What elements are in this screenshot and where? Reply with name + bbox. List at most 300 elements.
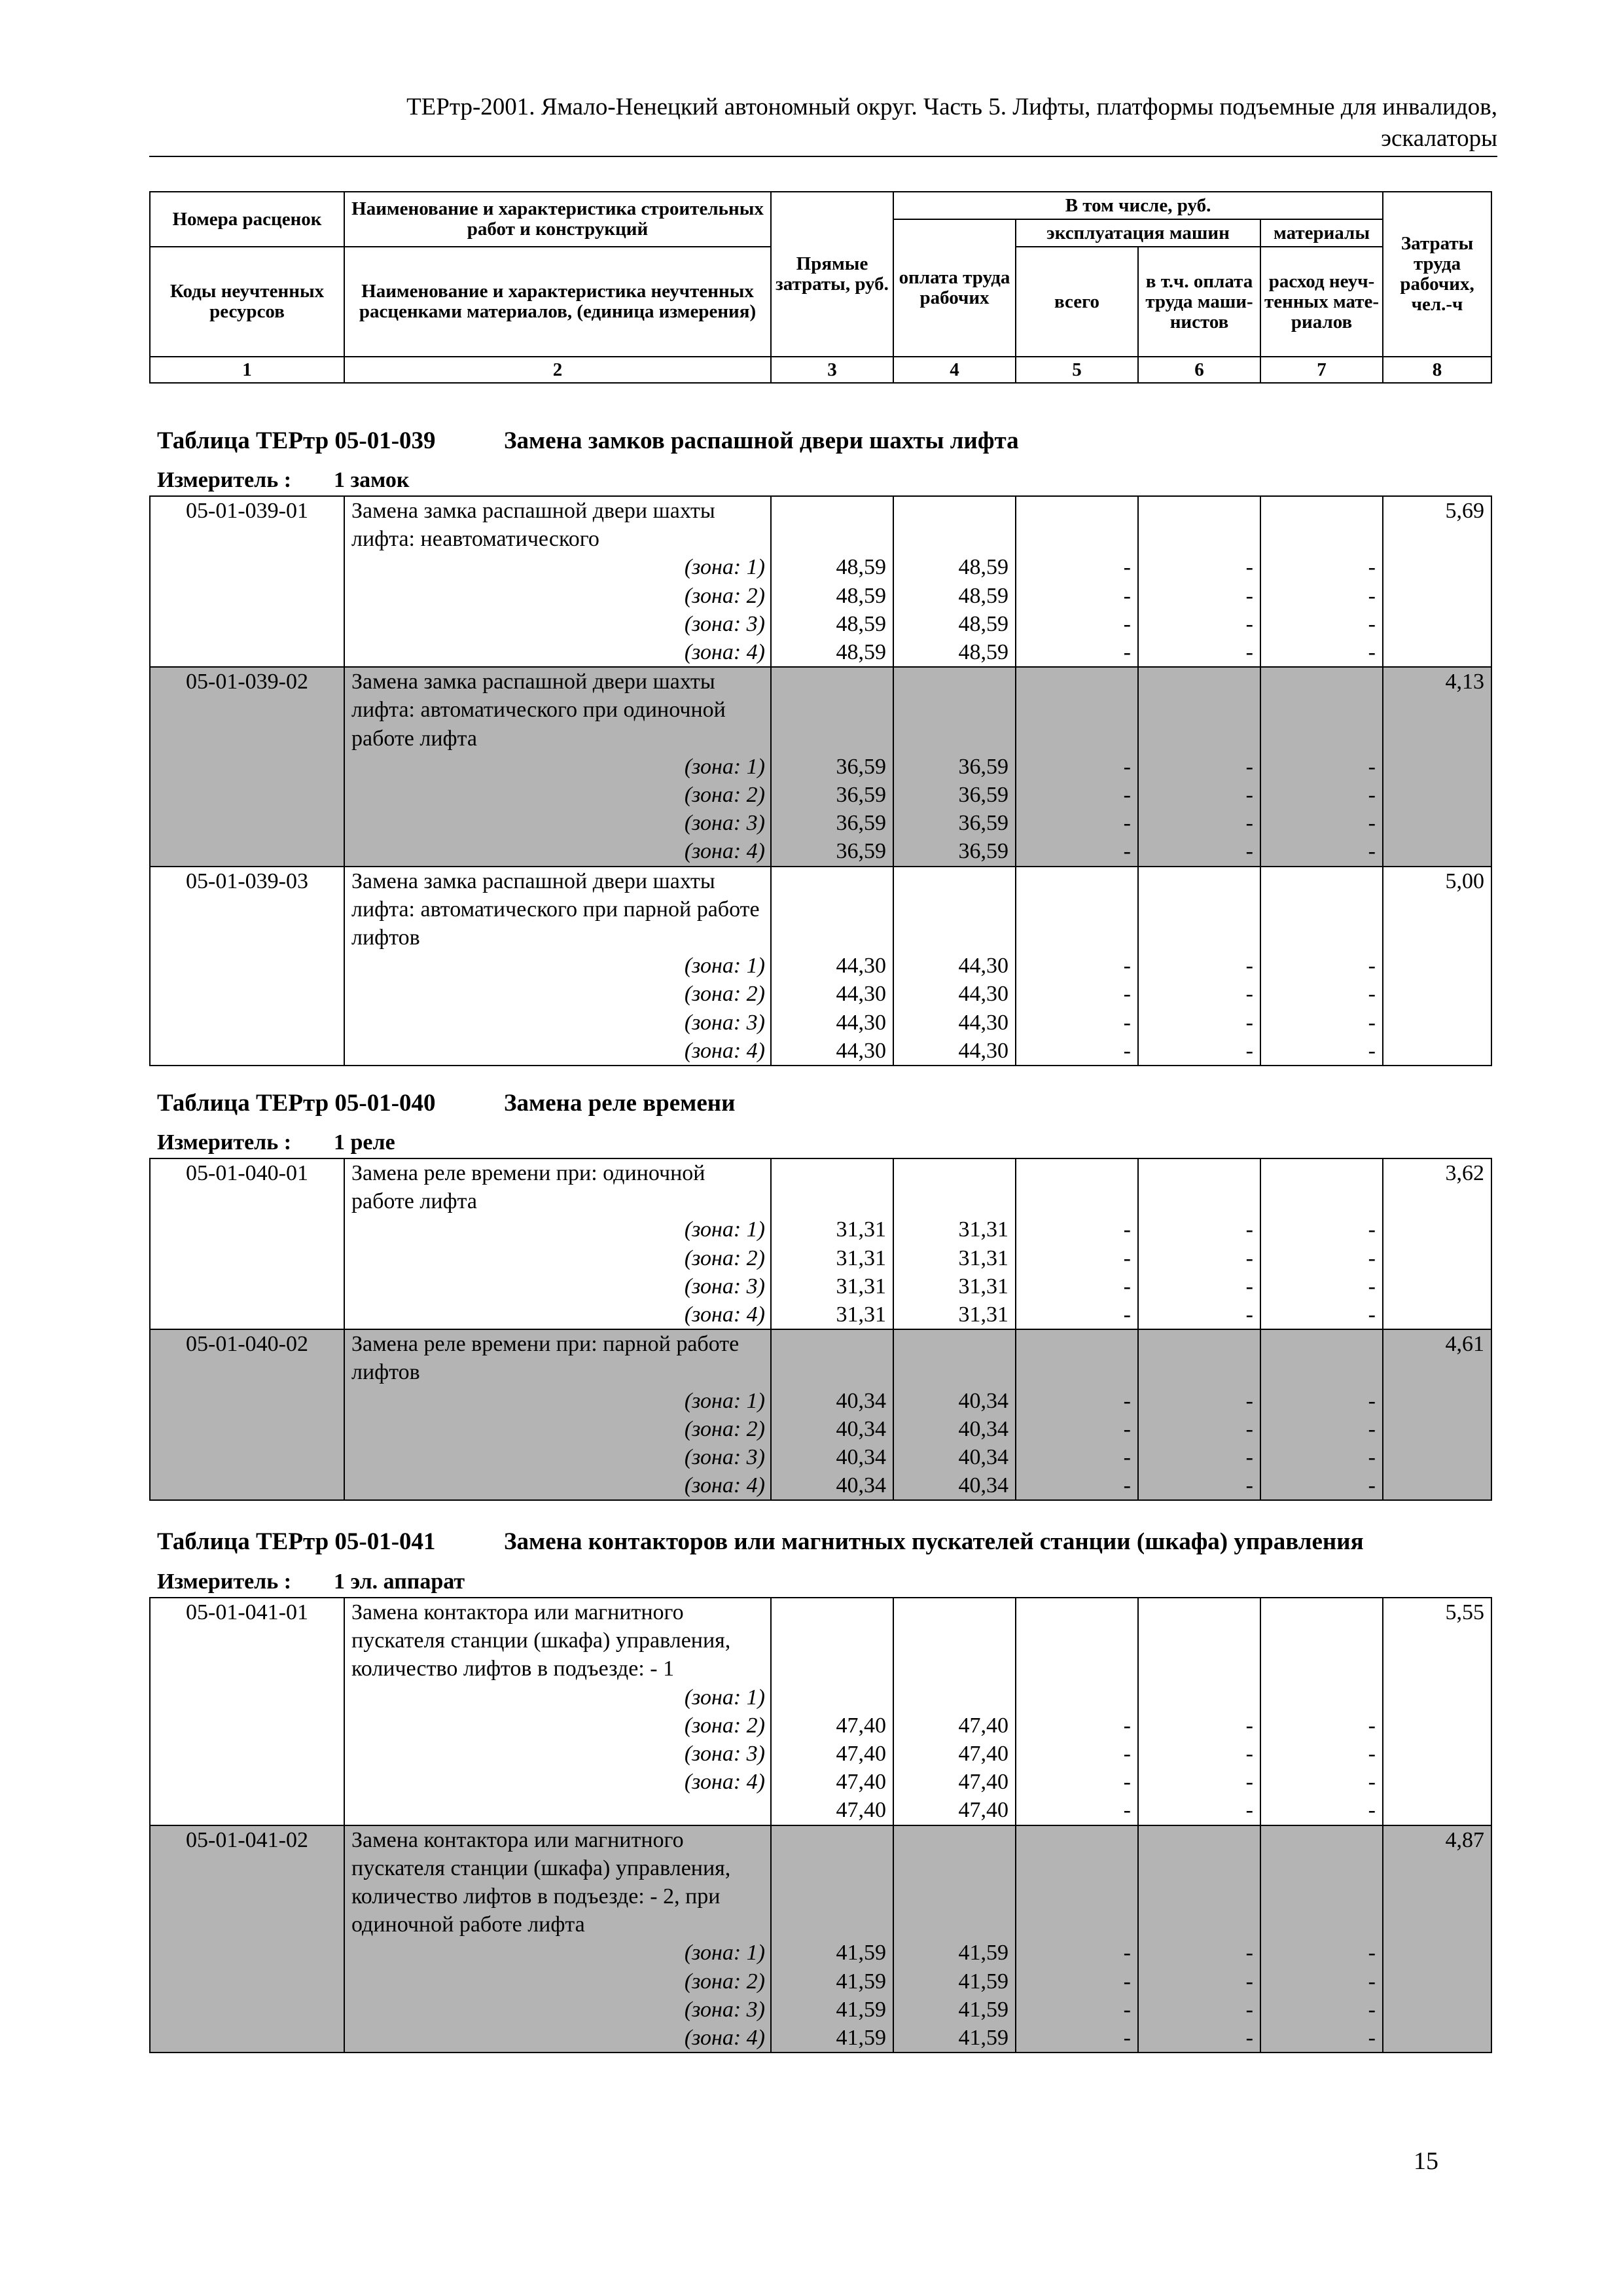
machinist-pay-values bbox=[1139, 867, 1253, 1065]
material-usage-value: - bbox=[1368, 1770, 1376, 1795]
worker-pay-value: 47,40 bbox=[958, 1713, 1008, 1738]
zone-label: (зона: 1) bbox=[684, 1217, 765, 1242]
direct-cost-value: 31,31 bbox=[836, 1246, 886, 1270]
table-title: Замена реле времени bbox=[504, 1090, 736, 1117]
header-labor-costs: Затраты труда рабочих, чел.-ч bbox=[1383, 192, 1491, 357]
rate-code: 05-01-039-03 bbox=[150, 867, 344, 1066]
zone-label: (зона: 1) bbox=[684, 754, 765, 779]
worker-pay-values bbox=[894, 668, 1008, 865]
worker-pay-values bbox=[894, 1159, 1008, 1329]
labor-cost: 5,55 bbox=[1383, 1598, 1491, 1825]
machine-total-cell bbox=[1016, 1825, 1138, 2053]
section-title bbox=[157, 1089, 735, 1118]
direct-cost-values bbox=[772, 1330, 886, 1499]
worker-pay-cell bbox=[893, 1329, 1016, 1500]
header-work-name: Наименование и характеристика строительных работ и конструкций bbox=[344, 192, 771, 247]
worker-pay-cell bbox=[893, 667, 1016, 866]
machinist-pay-values bbox=[1139, 1826, 1253, 2053]
machine-total-values bbox=[1016, 668, 1131, 865]
machine-total-value: - bbox=[1123, 1770, 1131, 1795]
zone-labels bbox=[351, 1683, 765, 1797]
worker-pay-value: 36,59 bbox=[958, 839, 1008, 864]
header-machine-total: всего bbox=[1016, 247, 1138, 357]
worker-pay-cell bbox=[893, 496, 1016, 667]
machine-total-value: - bbox=[1123, 839, 1131, 864]
machine-total-value: - bbox=[1123, 2026, 1131, 2051]
machine-total-cell bbox=[1016, 667, 1138, 866]
material-usage-value: - bbox=[1368, 640, 1376, 664]
machine-total-value: - bbox=[1123, 954, 1131, 978]
direct-cost-values bbox=[772, 1826, 886, 2053]
direct-cost-value: 40,34 bbox=[836, 1416, 886, 1441]
material-usage-value: - bbox=[1368, 1010, 1376, 1035]
zone-label: (зона: 3) bbox=[684, 1274, 765, 1299]
worker-pay-value: 31,31 bbox=[958, 1274, 1008, 1299]
rate-code: 05-01-040-02 bbox=[150, 1329, 344, 1500]
worker-pay-value: 40,34 bbox=[958, 1388, 1008, 1413]
material-usage-value: - bbox=[1368, 1302, 1376, 1327]
machinist-pay-value: - bbox=[1245, 1941, 1253, 1965]
direct-cost-values bbox=[772, 1598, 886, 1825]
zone-label: (зона: 3) bbox=[684, 811, 765, 836]
machinist-pay-values bbox=[1139, 1330, 1253, 1499]
direct-cost-value: 47,40 bbox=[836, 1798, 886, 1823]
material-usage-value: - bbox=[1368, 1038, 1376, 1063]
worker-pay-value: 48,59 bbox=[958, 583, 1008, 608]
machine-total-cell bbox=[1016, 496, 1138, 667]
rate-name: Замена замка распашной двери шахты лифта: автоматического при одиночной работе лифта bbox=[351, 670, 726, 751]
header-material-usage: расход неуч- тенных мате- риалов bbox=[1260, 247, 1383, 357]
zone-label: (зона: 4) bbox=[684, 1302, 765, 1327]
machine-total-value: - bbox=[1123, 1038, 1131, 1063]
measure-label: Измеритель : bbox=[157, 468, 292, 492]
machinist-pay-values bbox=[1139, 1159, 1253, 1329]
rate-row bbox=[150, 667, 1491, 866]
machinist-pay-value: - bbox=[1245, 1445, 1253, 1470]
direct-cost-value: 40,34 bbox=[836, 1473, 886, 1498]
material-usage-cell bbox=[1260, 667, 1383, 866]
zone-labels bbox=[351, 1939, 765, 2052]
machinist-pay-value: - bbox=[1245, 982, 1253, 1007]
header-worker-pay: оплата труда рабочих bbox=[893, 219, 1016, 357]
zone-label: (зона: 4) bbox=[684, 1770, 765, 1795]
labor-cost: 4,61 bbox=[1383, 1329, 1491, 1500]
machine-total-value: - bbox=[1123, 555, 1131, 580]
direct-cost-cell bbox=[771, 496, 893, 667]
worker-pay-value: 47,40 bbox=[958, 1798, 1008, 1823]
machine-total-value: - bbox=[1123, 1274, 1131, 1299]
measure-line bbox=[157, 1130, 395, 1156]
machinist-pay-value: - bbox=[1245, 783, 1253, 808]
zone-label: (зона: 3) bbox=[684, 611, 765, 636]
worker-pay-value: 41,59 bbox=[958, 1997, 1008, 2022]
header-materials: материалы bbox=[1260, 219, 1383, 247]
material-usage-values bbox=[1261, 1826, 1376, 2053]
direct-cost-values bbox=[772, 867, 886, 1065]
zone-label: (зона: 3) bbox=[684, 1742, 765, 1767]
worker-pay-value: 47,40 bbox=[958, 1742, 1008, 1766]
machinist-pay-value: - bbox=[1245, 1217, 1253, 1242]
direct-cost-value: 44,30 bbox=[836, 1010, 886, 1035]
worker-pay-value: 31,31 bbox=[958, 1246, 1008, 1270]
machine-total-value: - bbox=[1123, 1010, 1131, 1035]
machine-total-value: - bbox=[1123, 1798, 1131, 1823]
machinist-pay-value: - bbox=[1245, 611, 1253, 636]
machine-total-value: - bbox=[1123, 1997, 1131, 2022]
direct-cost-value: 41,59 bbox=[836, 1941, 886, 1965]
zone-labels bbox=[351, 952, 765, 1065]
measure-unit: 1 замок bbox=[334, 468, 410, 492]
machinist-pay-values bbox=[1139, 1598, 1253, 1825]
machine-total-value: - bbox=[1123, 811, 1131, 836]
measure-unit: 1 эл. аппарат bbox=[334, 1570, 465, 1594]
machine-total-cell bbox=[1016, 867, 1138, 1066]
material-usage-cell bbox=[1260, 1329, 1383, 1500]
rate-code: 05-01-041-01 bbox=[150, 1598, 344, 1825]
machine-total-value: - bbox=[1123, 1742, 1131, 1766]
worker-pay-value: 36,59 bbox=[958, 783, 1008, 808]
worker-pay-value: 40,34 bbox=[958, 1445, 1008, 1470]
material-usage-value: - bbox=[1368, 1388, 1376, 1413]
machine-total-value: - bbox=[1123, 1445, 1131, 1470]
worker-pay-value: 36,59 bbox=[958, 811, 1008, 836]
worker-pay-values bbox=[894, 867, 1008, 1065]
machinist-pay-value: - bbox=[1245, 954, 1253, 978]
direct-cost-value: 44,30 bbox=[836, 1038, 886, 1063]
section-title bbox=[157, 1528, 1364, 1556]
section-title bbox=[157, 427, 1019, 456]
worker-pay-cell bbox=[893, 1598, 1016, 1825]
direct-cost-value: 41,59 bbox=[836, 1969, 886, 1994]
material-usage-values bbox=[1261, 1330, 1376, 1499]
table-title: Замена контакторов или магнитных пускателей станции (шкафа) управления bbox=[504, 1528, 1364, 1555]
zone-label: (зона: 3) bbox=[684, 1997, 765, 2022]
material-usage-value: - bbox=[1368, 1713, 1376, 1738]
direct-cost-value: 48,59 bbox=[836, 611, 886, 636]
direct-cost-value: 31,31 bbox=[836, 1217, 886, 1242]
zone-label: (зона: 4) bbox=[684, 839, 765, 864]
material-usage-cell bbox=[1260, 867, 1383, 1066]
rate-name: Замена контактора или магнитного пускателя станции (шкафа) управления, количество лифтов в подъезде: - 1 bbox=[351, 1600, 731, 1681]
direct-cost-value: 44,30 bbox=[836, 954, 886, 978]
direct-cost-values bbox=[772, 497, 886, 666]
machine-total-value: - bbox=[1123, 1246, 1131, 1270]
machine-total-value: - bbox=[1123, 754, 1131, 779]
machinist-pay-value: - bbox=[1245, 1388, 1253, 1413]
header-line-1: ТЕРтр-2001. Ямало-Ненецкий автономный округ. Часть 5. Лифты, платформы подъемные для инвалидов, bbox=[406, 94, 1497, 120]
material-usage-value: - bbox=[1368, 583, 1376, 608]
machinist-pay-cell bbox=[1138, 1598, 1260, 1825]
material-usage-value: - bbox=[1368, 1246, 1376, 1270]
machine-total-values bbox=[1016, 867, 1131, 1065]
worker-pay-values bbox=[894, 1826, 1008, 2053]
machinist-pay-value: - bbox=[1245, 1274, 1253, 1299]
column-number: 7 bbox=[1260, 357, 1383, 383]
zone-label: (зона: 2) bbox=[684, 1246, 765, 1270]
zone-label: (зона: 2) bbox=[684, 583, 765, 608]
worker-pay-value: 36,59 bbox=[958, 754, 1008, 779]
machinist-pay-value: - bbox=[1245, 811, 1253, 836]
column-number: 1 bbox=[150, 357, 344, 383]
direct-cost-value: 48,59 bbox=[836, 640, 886, 664]
rate-code: 05-01-039-02 bbox=[150, 667, 344, 866]
material-usage-value: - bbox=[1368, 982, 1376, 1007]
worker-pay-value: 48,59 bbox=[958, 611, 1008, 636]
rate-code: 05-01-041-02 bbox=[150, 1825, 344, 2053]
labor-cost: 5,00 bbox=[1383, 867, 1491, 1066]
direct-cost-cell bbox=[771, 867, 893, 1066]
worker-pay-value: 47,40 bbox=[958, 1770, 1008, 1795]
machinist-pay-value: - bbox=[1245, 1770, 1253, 1795]
direct-cost-cell bbox=[771, 667, 893, 866]
worker-pay-value: 41,59 bbox=[958, 1941, 1008, 1965]
page-number: 15 bbox=[1414, 2147, 1438, 2175]
column-number: 8 bbox=[1383, 357, 1491, 383]
direct-cost-value: 36,59 bbox=[836, 754, 886, 779]
rate-table bbox=[149, 1597, 1492, 2053]
machine-total-value: - bbox=[1123, 1388, 1131, 1413]
machine-total-cell bbox=[1016, 1158, 1138, 1329]
machine-total-value: - bbox=[1123, 583, 1131, 608]
machinist-pay-cell bbox=[1138, 1329, 1260, 1500]
worker-pay-value: 41,59 bbox=[958, 2026, 1008, 2051]
material-usage-value: - bbox=[1368, 611, 1376, 636]
material-usage-cell bbox=[1260, 1158, 1383, 1329]
column-number: 3 bbox=[771, 357, 893, 383]
zone-label: (зона: 4) bbox=[684, 640, 765, 665]
direct-cost-value: 44,30 bbox=[836, 982, 886, 1007]
measure-label: Измеритель : bbox=[157, 1570, 292, 1594]
machinist-pay-values bbox=[1139, 497, 1253, 666]
zone-label: (зона: 1) bbox=[684, 1388, 765, 1413]
machinist-pay-value: - bbox=[1245, 583, 1253, 608]
header-material-name: Наименование и характеристика неучтенных расценками материалов, (единица измерения) bbox=[344, 247, 771, 357]
machine-total-value: - bbox=[1123, 982, 1131, 1007]
header-resource-codes: Коды неучтенных ресурсов bbox=[150, 247, 344, 357]
rate-name: Замена контактора или магнитного пускателя станции (шкафа) управления, количество лифтов в подъезде: - 2, при одиночной работе лифта bbox=[351, 1827, 731, 1937]
machinist-pay-value: - bbox=[1245, 1969, 1253, 1994]
machine-total-value: - bbox=[1123, 1217, 1131, 1242]
rate-name: Замена замка распашной двери шахты лифта: автоматического при парной работе лифтов bbox=[351, 869, 760, 950]
machinist-pay-value: - bbox=[1245, 1416, 1253, 1441]
zone-label: (зона: 1) bbox=[684, 555, 765, 580]
machine-total-value: - bbox=[1123, 1713, 1131, 1738]
zone-label: (зона: 2) bbox=[684, 982, 765, 1007]
rate-description bbox=[344, 867, 771, 1066]
worker-pay-cell bbox=[893, 867, 1016, 1066]
zone-label: (зона: 1) bbox=[684, 1941, 765, 1965]
machine-total-values bbox=[1016, 1598, 1131, 1825]
machinist-pay-value: - bbox=[1245, 754, 1253, 779]
material-usage-value: - bbox=[1368, 954, 1376, 978]
column-number: 5 bbox=[1016, 357, 1138, 383]
direct-cost-value: 41,59 bbox=[836, 2026, 886, 2051]
direct-cost-value: 48,59 bbox=[836, 583, 886, 608]
material-usage-value: - bbox=[1368, 811, 1376, 836]
machine-total-cell bbox=[1016, 1329, 1138, 1500]
measure-unit: 1 реле bbox=[334, 1130, 395, 1155]
direct-cost-cell bbox=[771, 1598, 893, 1825]
zone-label: (зона: 2) bbox=[684, 1969, 765, 1994]
worker-pay-value: 31,31 bbox=[958, 1217, 1008, 1242]
material-usage-values bbox=[1261, 1598, 1376, 1825]
direct-cost-value: 31,31 bbox=[836, 1302, 886, 1327]
machinist-pay-cell bbox=[1138, 867, 1260, 1066]
direct-cost-cell bbox=[771, 1825, 893, 2053]
rate-row bbox=[150, 1329, 1491, 1500]
worker-pay-value: 48,59 bbox=[958, 640, 1008, 664]
machinist-pay-value: - bbox=[1245, 1473, 1253, 1498]
material-usage-value: - bbox=[1368, 1742, 1376, 1766]
rate-description bbox=[344, 496, 771, 667]
direct-cost-value: 47,40 bbox=[836, 1742, 886, 1766]
direct-cost-values bbox=[772, 1159, 886, 1329]
rate-row bbox=[150, 496, 1491, 667]
material-usage-cell bbox=[1260, 1598, 1383, 1825]
direct-cost-value: 31,31 bbox=[836, 1274, 886, 1299]
machine-total-values bbox=[1016, 1159, 1131, 1329]
rate-description bbox=[344, 1825, 771, 2053]
zone-label: (зона: 2) bbox=[684, 1713, 765, 1738]
material-usage-value: - bbox=[1368, 1969, 1376, 1994]
worker-pay-values bbox=[894, 1598, 1008, 1825]
worker-pay-value: 44,30 bbox=[958, 1038, 1008, 1063]
material-usage-values bbox=[1261, 867, 1376, 1065]
rate-description bbox=[344, 1598, 771, 1825]
machinist-pay-value: - bbox=[1245, 1798, 1253, 1823]
direct-cost-value: 40,34 bbox=[836, 1445, 886, 1470]
material-usage-value: - bbox=[1368, 1473, 1376, 1498]
machine-total-value: - bbox=[1123, 640, 1131, 664]
direct-cost-cell bbox=[771, 1329, 893, 1500]
machine-total-value: - bbox=[1123, 611, 1131, 636]
table-title: Замена замков распашной двери шахты лифта bbox=[504, 427, 1019, 454]
material-usage-value: - bbox=[1368, 1941, 1376, 1965]
zone-label: (зона: 4) bbox=[684, 1473, 765, 1498]
worker-pay-value: 44,30 bbox=[958, 954, 1008, 978]
column-number: 2 bbox=[344, 357, 771, 383]
direct-cost-values bbox=[772, 668, 886, 865]
rate-description bbox=[344, 1158, 771, 1329]
zone-labels bbox=[351, 553, 765, 666]
measure-line bbox=[157, 1569, 465, 1595]
column-number-row bbox=[150, 357, 1491, 383]
worker-pay-value: 48,59 bbox=[958, 555, 1008, 580]
column-header-table bbox=[149, 191, 1492, 384]
rate-name: Замена реле времени при: одиночной работе лифта bbox=[351, 1161, 705, 1214]
worker-pay-cell bbox=[893, 1825, 1016, 2053]
rate-name: Замена реле времени при: парной работе лифтов bbox=[351, 1332, 740, 1385]
material-usage-value: - bbox=[1368, 1274, 1376, 1299]
machinist-pay-values bbox=[1139, 668, 1253, 865]
material-usage-value: - bbox=[1368, 1445, 1376, 1470]
measure-label: Измеритель : bbox=[157, 1130, 292, 1155]
machine-total-value: - bbox=[1123, 1473, 1131, 1498]
zone-label: (зона: 3) bbox=[684, 1445, 765, 1470]
zone-labels bbox=[351, 753, 765, 866]
machinist-pay-value: - bbox=[1245, 1302, 1253, 1327]
rate-row bbox=[150, 1158, 1491, 1329]
worker-pay-value: 41,59 bbox=[958, 1969, 1008, 1994]
material-usage-values bbox=[1261, 1159, 1376, 1329]
zone-label: (зона: 1) bbox=[684, 1685, 765, 1710]
labor-cost: 5,69 bbox=[1383, 496, 1491, 667]
rate-table bbox=[149, 495, 1492, 1066]
material-usage-value: - bbox=[1368, 1416, 1376, 1441]
material-usage-cell bbox=[1260, 496, 1383, 667]
column-number: 6 bbox=[1138, 357, 1260, 383]
zone-label: (зона: 2) bbox=[684, 783, 765, 808]
zone-label: (зона: 4) bbox=[684, 1038, 765, 1063]
rate-description bbox=[344, 1329, 771, 1500]
machine-total-value: - bbox=[1123, 1941, 1131, 1965]
rate-name: Замена замка распашной двери шахты лифта: неавтоматического bbox=[351, 499, 715, 552]
running-header bbox=[149, 92, 1497, 154]
direct-cost-cell bbox=[771, 1158, 893, 1329]
machinist-pay-cell bbox=[1138, 1825, 1260, 2053]
header-including: В том числе, руб. bbox=[893, 192, 1383, 219]
machinist-pay-value: - bbox=[1245, 1713, 1253, 1738]
labor-cost: 4,87 bbox=[1383, 1825, 1491, 2053]
machinist-pay-value: - bbox=[1245, 839, 1253, 864]
direct-cost-value: 36,59 bbox=[836, 811, 886, 836]
header-machine-operation: эксплуатация машин bbox=[1016, 219, 1260, 247]
material-usage-value: - bbox=[1368, 1217, 1376, 1242]
rate-row bbox=[150, 867, 1491, 1066]
rate-code: 05-01-039-01 bbox=[150, 496, 344, 667]
worker-pay-value: 44,30 bbox=[958, 982, 1008, 1007]
machinist-pay-value: - bbox=[1245, 640, 1253, 664]
machinist-pay-value: - bbox=[1245, 555, 1253, 580]
machinist-pay-cell bbox=[1138, 1158, 1260, 1329]
machinist-pay-value: - bbox=[1245, 1997, 1253, 2022]
header-machinist-pay: в т.ч. оплата труда маши- нистов bbox=[1138, 247, 1260, 357]
machine-total-value: - bbox=[1123, 783, 1131, 808]
measure-line bbox=[157, 467, 409, 493]
labor-cost: 4,13 bbox=[1383, 667, 1491, 866]
material-usage-value: - bbox=[1368, 783, 1376, 808]
material-usage-value: - bbox=[1368, 1997, 1376, 2022]
machinist-pay-value: - bbox=[1245, 1038, 1253, 1063]
worker-pay-value: 40,34 bbox=[958, 1416, 1008, 1441]
material-usage-value: - bbox=[1368, 754, 1376, 779]
table-number: Таблица ТЕРтр 05-01-041 bbox=[157, 1528, 436, 1555]
material-usage-value: - bbox=[1368, 1798, 1376, 1823]
header-rule bbox=[149, 156, 1497, 157]
worker-pay-value: 31,31 bbox=[958, 1302, 1008, 1327]
worker-pay-cell bbox=[893, 1158, 1016, 1329]
material-usage-values bbox=[1261, 668, 1376, 865]
material-usage-cell bbox=[1260, 1825, 1383, 2053]
machine-total-value: - bbox=[1123, 1302, 1131, 1327]
material-usage-value: - bbox=[1368, 555, 1376, 580]
material-usage-value: - bbox=[1368, 2026, 1376, 2051]
column-number: 4 bbox=[893, 357, 1016, 383]
direct-cost-value: 36,59 bbox=[836, 783, 886, 808]
table-number: Таблица ТЕРтр 05-01-039 bbox=[157, 427, 436, 454]
machinist-pay-value: - bbox=[1245, 1010, 1253, 1035]
zone-labels bbox=[351, 1387, 765, 1500]
direct-cost-value: 40,34 bbox=[836, 1388, 886, 1413]
rate-table bbox=[149, 1158, 1492, 1501]
zone-label: (зона: 4) bbox=[684, 2026, 765, 2051]
machinist-pay-value: - bbox=[1245, 1742, 1253, 1766]
zone-label: (зона: 1) bbox=[684, 954, 765, 978]
worker-pay-value: 40,34 bbox=[958, 1473, 1008, 1498]
direct-cost-value: 36,59 bbox=[836, 839, 886, 864]
rate-description bbox=[344, 667, 771, 866]
direct-cost-value: 41,59 bbox=[836, 1997, 886, 2022]
